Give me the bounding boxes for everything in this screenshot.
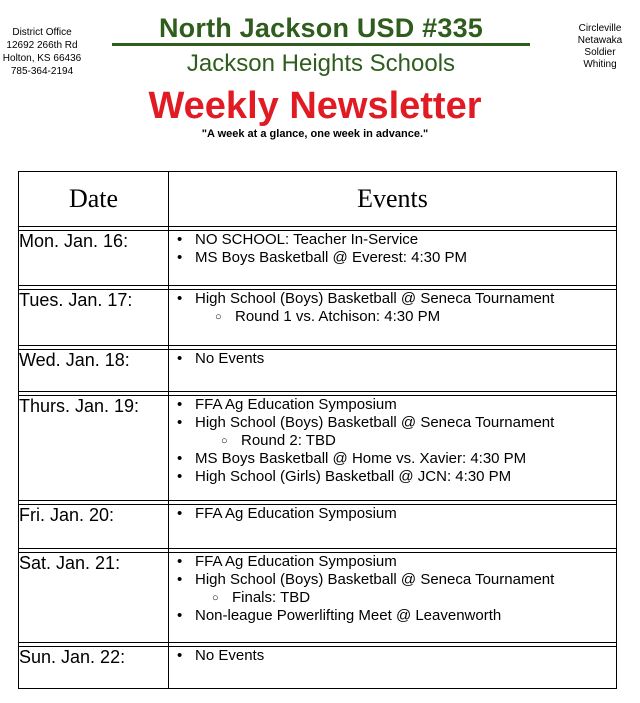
event-item: • FFA Ag Education Symposium <box>169 553 616 571</box>
event-item: • NO SCHOOL: Teacher In-Service <box>169 231 616 249</box>
table-row <box>19 505 617 549</box>
row-date: Tues. Jan. 17: <box>19 290 169 346</box>
row-date: Thurs. Jan. 19: <box>19 396 169 501</box>
district-office-address <box>0 26 84 78</box>
row-events <box>169 505 617 549</box>
row-events <box>169 350 617 392</box>
date-column-header: Date <box>19 172 169 227</box>
event-item: • MS Boys Basketball @ Everest: 4:30 PM <box>169 249 616 267</box>
row-events <box>169 553 617 643</box>
table-header-row <box>19 172 617 227</box>
schools-title: Jackson Heights Schools <box>186 50 456 77</box>
table-row <box>19 396 617 501</box>
town-item: Netawaka <box>577 35 623 46</box>
event-item: • High School (Boys) Basketball @ Seneca Tournament <box>169 414 616 432</box>
table-row <box>19 553 617 643</box>
event-item: • High School (Boys) Basketball @ Seneca Tournament <box>169 571 616 589</box>
event-subitem: ○ Finals: TBD <box>169 589 616 607</box>
event-item: • MS Boys Basketball @ Home vs. Xavier: 4:30 PM <box>169 450 616 468</box>
event-subitem: ○ Round 1 vs. Atchison: 4:30 PM <box>169 308 616 326</box>
event-item: • High School (Girls) Basketball @ JCN: 4:30 PM <box>169 468 616 486</box>
event-item: • High School (Boys) Basketball @ Seneca Tournament <box>169 290 616 308</box>
office-street: 12692 266th Rd <box>6 40 78 51</box>
event-subitem: ○ Round 2: TBD <box>169 432 616 450</box>
title-divider <box>112 43 530 46</box>
event-item: • Non-league Powerlifting Meet @ Leavenworth <box>169 607 616 625</box>
row-events <box>169 647 617 689</box>
table-row <box>19 350 617 392</box>
events-column-header: Events <box>169 172 617 227</box>
town-item: Circleville <box>578 23 622 34</box>
event-item: • FFA Ag Education Symposium <box>169 505 616 523</box>
row-date: Mon. Jan. 16: <box>19 231 169 286</box>
town-item: Soldier <box>584 47 616 58</box>
event-item: • FFA Ag Education Symposium <box>169 396 616 414</box>
table-row <box>19 647 617 689</box>
event-item: • No Events <box>169 350 616 368</box>
table-row <box>19 290 617 346</box>
row-date: Sun. Jan. 22: <box>19 647 169 689</box>
office-city: Holton, KS 66436 <box>2 53 82 64</box>
row-events <box>169 231 617 286</box>
row-events <box>169 396 617 501</box>
town-list <box>570 23 630 71</box>
town-item: Whiting <box>583 59 617 70</box>
row-date: Wed. Jan. 18: <box>19 350 169 392</box>
row-date: Sat. Jan. 21: <box>19 553 169 643</box>
office-label: District Office <box>12 27 72 38</box>
district-title: North Jackson USD #335 <box>158 13 484 43</box>
newsletter-title: Weekly Newsletter <box>148 85 482 127</box>
row-date: Fri. Jan. 20: <box>19 505 169 549</box>
table-row <box>19 231 617 286</box>
tagline: "A week at a glance, one week in advance." <box>201 128 429 140</box>
row-events <box>169 290 617 346</box>
event-item: • No Events <box>169 647 616 665</box>
office-phone: 785-364-2194 <box>10 66 74 77</box>
events-table <box>18 171 617 689</box>
